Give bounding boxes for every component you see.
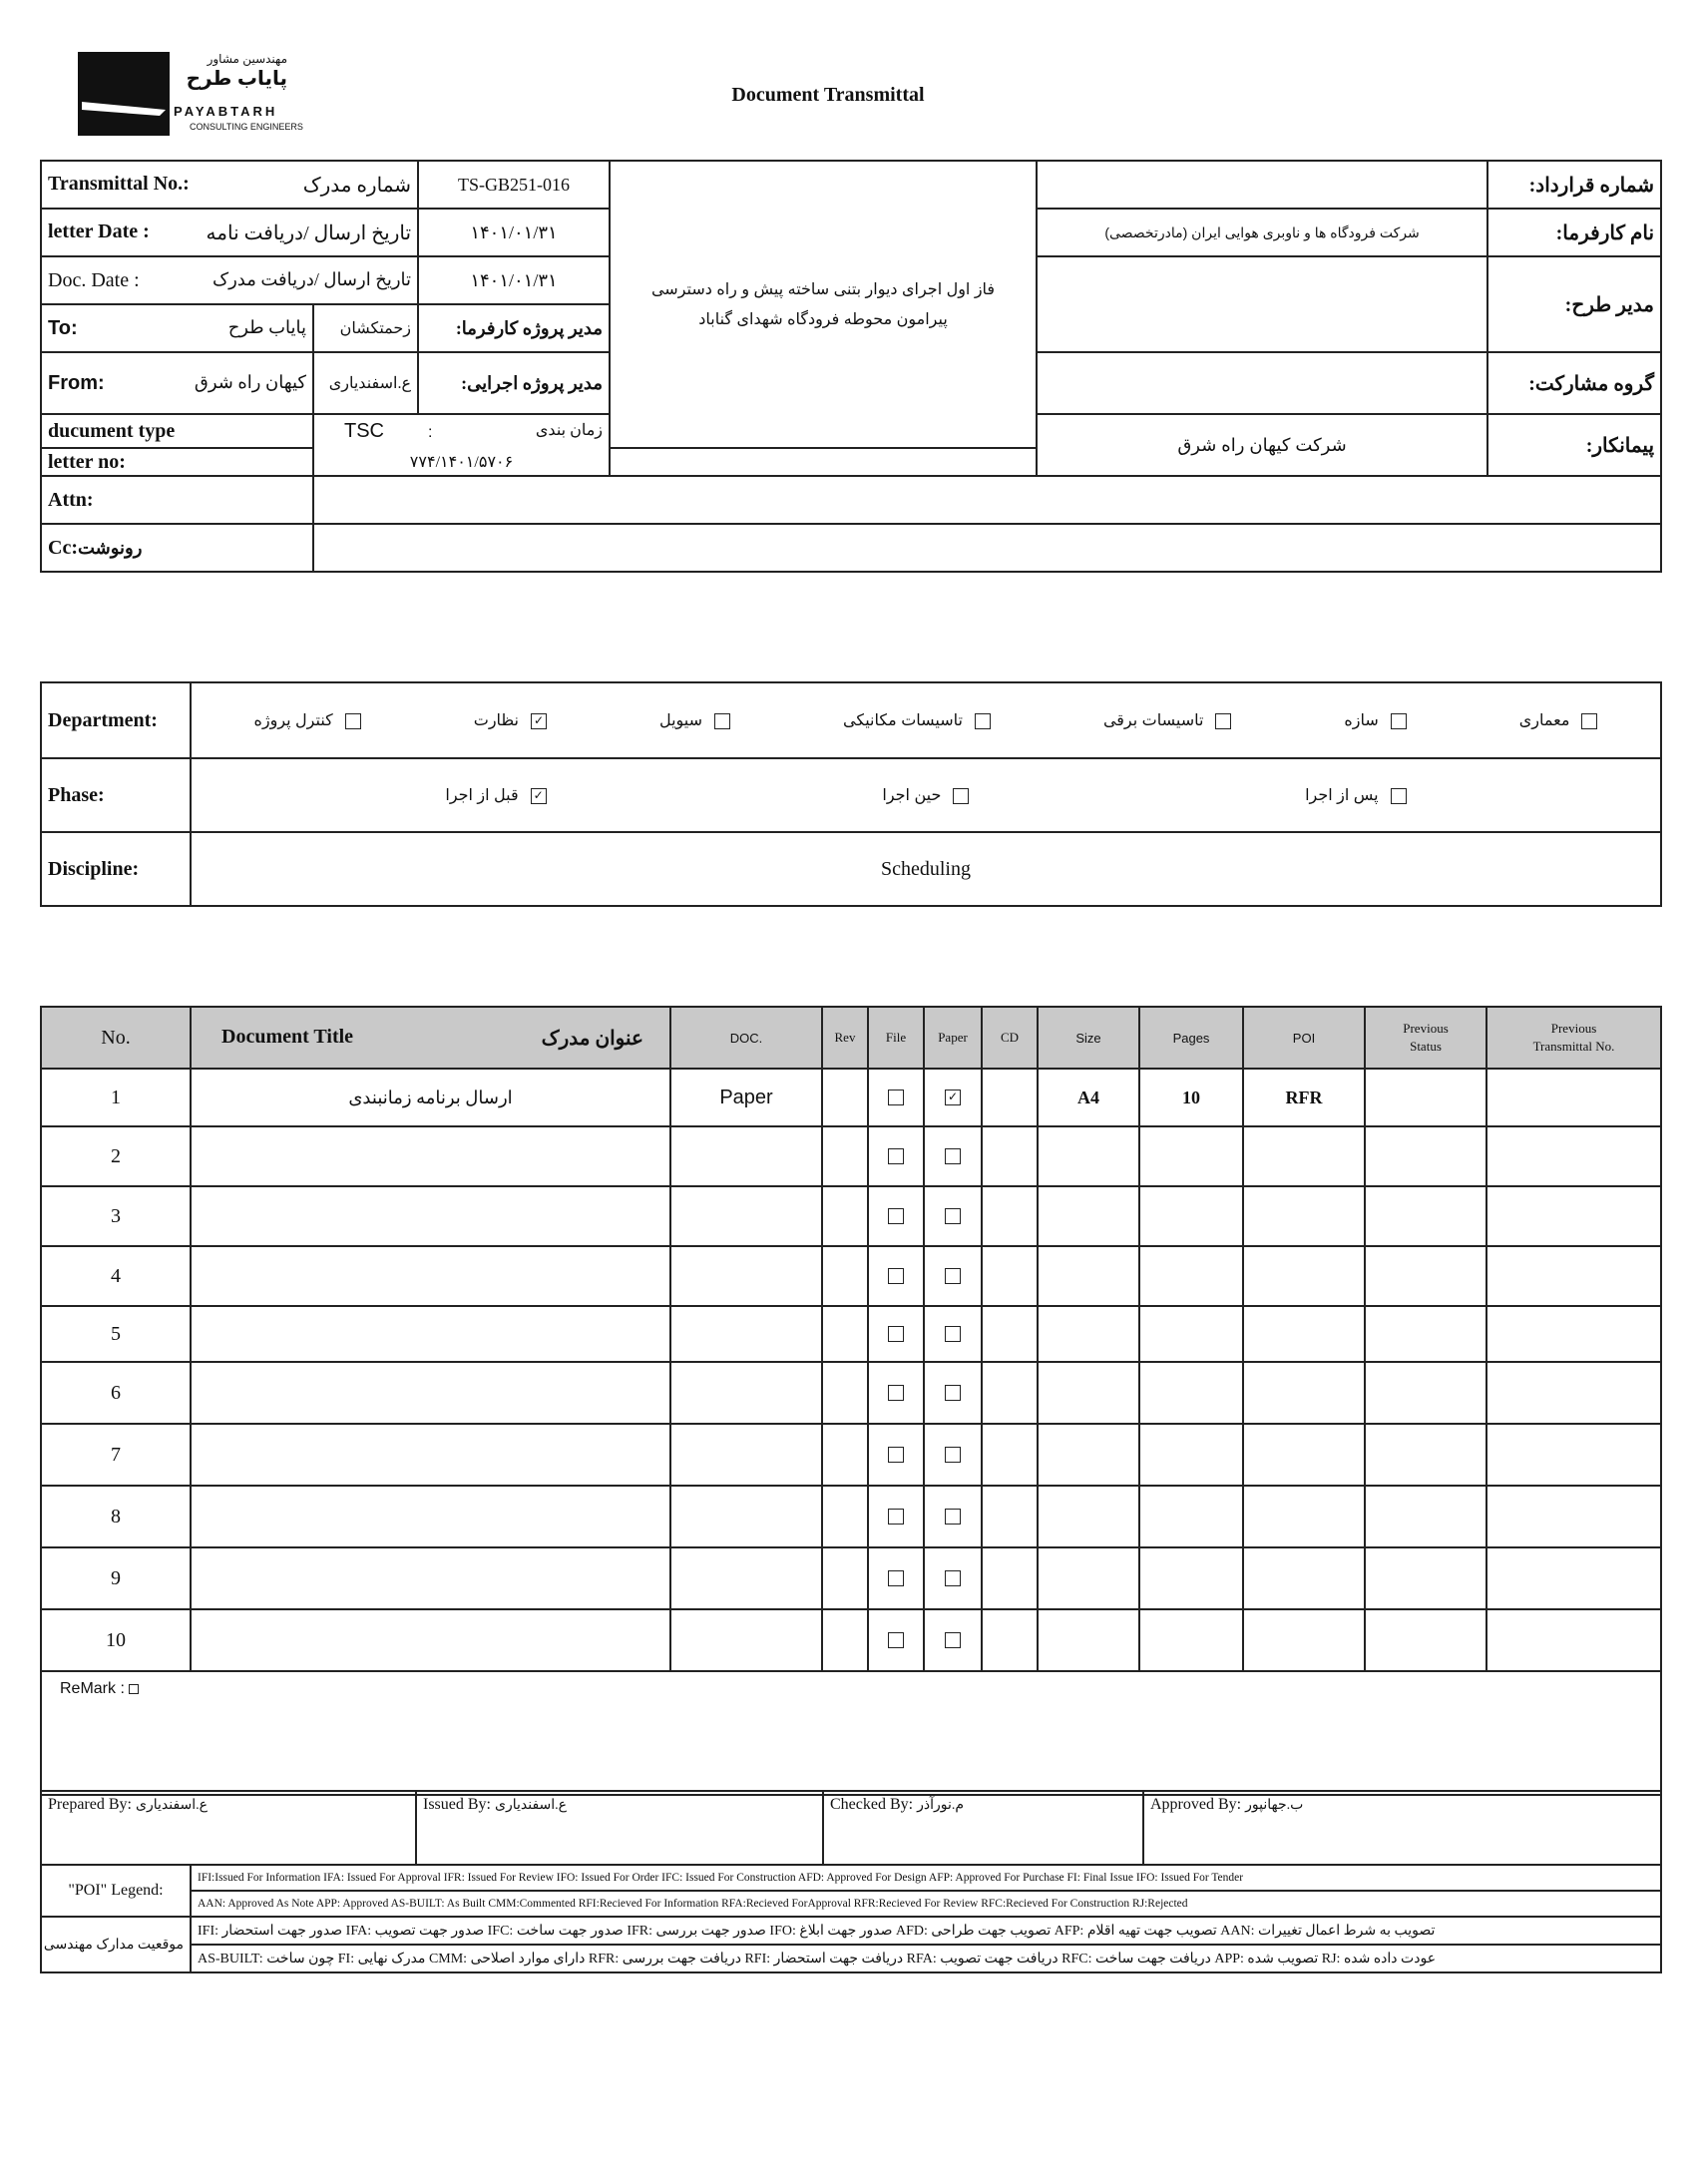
contractor-label: پیمانکار: xyxy=(1487,414,1661,476)
row-title xyxy=(191,1246,670,1306)
row-rev xyxy=(822,1306,868,1362)
row-file-checkbox[interactable] xyxy=(888,1148,904,1164)
row-prev-transmittal xyxy=(1486,1609,1661,1671)
row-file xyxy=(868,1069,924,1126)
row-file-checkbox[interactable] xyxy=(888,1268,904,1284)
row-paper xyxy=(924,1246,982,1306)
row-rev xyxy=(822,1186,868,1246)
department-checkbox[interactable] xyxy=(1581,713,1597,729)
row-pages xyxy=(1139,1547,1243,1609)
row-prev-status xyxy=(1365,1126,1486,1186)
row-file xyxy=(868,1362,924,1424)
row-size xyxy=(1038,1486,1139,1547)
row-size xyxy=(1038,1306,1139,1362)
row-doc xyxy=(670,1126,822,1186)
to-field: To: پایاب طرح xyxy=(41,304,313,352)
row-file-checkbox[interactable] xyxy=(888,1385,904,1401)
phase-checkbox[interactable]: ✓ xyxy=(531,788,547,804)
legend-fa-label: موقعیت مدارک مهندسی xyxy=(41,1917,191,1972)
row-file xyxy=(868,1126,924,1186)
transmittal-no-value: TS-GB251-016 xyxy=(418,161,610,209)
department-option[interactable] xyxy=(1103,710,1231,730)
row-pages xyxy=(1139,1362,1243,1424)
row-prev-status xyxy=(1365,1486,1486,1547)
row-paper xyxy=(924,1306,982,1362)
row-no: 2 xyxy=(41,1126,191,1186)
row-cd xyxy=(982,1069,1038,1126)
row-no: 3 xyxy=(41,1186,191,1246)
row-title: ارسال برنامه زمانبندی xyxy=(191,1069,670,1126)
row-file xyxy=(868,1424,924,1486)
contract-no-label: شماره قرارداد: xyxy=(1487,161,1661,209)
row-cd xyxy=(982,1246,1038,1306)
department-option[interactable] xyxy=(843,710,991,730)
row-no: 1 xyxy=(41,1069,191,1126)
row-pages xyxy=(1139,1246,1243,1306)
page-title: Document Transmittal xyxy=(731,84,925,106)
row-poi xyxy=(1243,1126,1365,1186)
col-doc: DOC. xyxy=(670,1007,822,1069)
designer-value xyxy=(1037,256,1487,352)
phase-checkbox[interactable] xyxy=(953,788,969,804)
legend-line-3: IFI: صدور جهت استحضار IFA: صدور جهت تصویب IFC: صدور جهت ساخت IFR: صدور جهت بررسی IFO: صدور جهت ابلاغ AFD: تصویب جهت طراحی AFP: تصویب جهت تهیه اقلام AAN: تصویب به شرط اعمال تغییرات xyxy=(191,1917,1661,1945)
employer-value: شرکت فرودگاه ها و ناوبری هوایی ایران (مادرتخصصی) xyxy=(1037,209,1487,256)
row-title xyxy=(191,1306,670,1362)
row-paper xyxy=(924,1186,982,1246)
classification-table xyxy=(40,681,1662,907)
project-title-bottom xyxy=(610,448,1037,476)
doc-date-value: ۱۴۰۱/۰۱/۳۱ xyxy=(418,256,610,304)
legend-line-4: AS-BUILT: چون ساخت FI: مدرک نهایی CMM: دارای موارد اصلاحی RFR: دریافت جهت بررسی RFI: دریافت جهت استحضار RFA: دریافت جهت تصویب RFC: دریافت جهت ساخت APP: تصویب شده RJ: عودت داده شده xyxy=(191,1945,1661,1972)
approved-by: Approved By: ب.جهانپور xyxy=(1143,1791,1661,1865)
attn-label: Attn: xyxy=(41,476,313,524)
row-prev-transmittal xyxy=(1486,1126,1661,1186)
cc-value xyxy=(313,524,1661,572)
logo-mark-icon xyxy=(78,52,170,136)
table-row xyxy=(41,1486,1661,1547)
row-paper xyxy=(924,1069,982,1126)
project-title: فاز اول اجرای دیوار بتنی ساخته پیش و راه دسترسی پیرامون محوطه فرودگاه شهدای گناباد xyxy=(610,161,1037,448)
discipline-label: Discipline: xyxy=(41,832,191,906)
row-prev-status xyxy=(1365,1547,1486,1609)
row-paper-checkbox[interactable] xyxy=(945,1447,961,1463)
row-size xyxy=(1038,1424,1139,1486)
row-rev xyxy=(822,1486,868,1547)
row-doc xyxy=(670,1486,822,1547)
row-title xyxy=(191,1424,670,1486)
row-cd xyxy=(982,1424,1038,1486)
from-role: مدیر پروژه اجرایی: xyxy=(418,352,610,414)
row-file xyxy=(868,1547,924,1609)
row-prev-transmittal xyxy=(1486,1424,1661,1486)
table-row xyxy=(41,1306,1661,1362)
department-option-label: تاسیسات برقی xyxy=(1102,712,1204,729)
poi-legend-label: "POI" Legend: xyxy=(41,1865,191,1917)
row-paper-checkbox[interactable] xyxy=(945,1148,961,1164)
phase-option[interactable] xyxy=(445,785,546,805)
col-size: Size xyxy=(1038,1007,1139,1069)
department-option-label: سیویل xyxy=(658,712,703,729)
table-row xyxy=(41,1186,1661,1246)
row-no: 5 xyxy=(41,1306,191,1362)
department-option-label: تاسیسات مکانیکی xyxy=(843,712,963,729)
row-no: 9 xyxy=(41,1547,191,1609)
row-title xyxy=(191,1486,670,1547)
row-poi xyxy=(1243,1609,1365,1671)
row-file-checkbox[interactable] xyxy=(888,1090,904,1105)
row-size xyxy=(1038,1609,1139,1671)
row-paper xyxy=(924,1547,982,1609)
designer-label: مدیر طرح: xyxy=(1487,256,1661,352)
row-title xyxy=(191,1362,670,1424)
row-title xyxy=(191,1609,670,1671)
row-cd xyxy=(982,1126,1038,1186)
phase-option[interactable] xyxy=(1305,785,1407,805)
row-prev-transmittal xyxy=(1486,1362,1661,1424)
row-paper xyxy=(924,1486,982,1547)
row-prev-status xyxy=(1365,1306,1486,1362)
discipline-value: Scheduling xyxy=(191,832,1661,906)
row-cd xyxy=(982,1362,1038,1424)
row-file-checkbox[interactable] xyxy=(888,1208,904,1224)
row-prev-transmittal xyxy=(1486,1069,1661,1126)
row-rev xyxy=(822,1246,868,1306)
row-paper-checkbox[interactable] xyxy=(945,1509,961,1525)
row-poi xyxy=(1243,1246,1365,1306)
row-prev-status xyxy=(1365,1424,1486,1486)
row-pages xyxy=(1139,1126,1243,1186)
row-doc xyxy=(670,1246,822,1306)
department-option-label: معماری xyxy=(1518,712,1570,729)
partner-label: گروه مشارکت: xyxy=(1487,352,1661,414)
legend-line-2: AAN: Approved As Note APP: Approved AS-BUILT: As Built CMM:Commented RFI:Recieved For Information RFA:Recieved ForApproval RFR:Recieved For Review RFC:Recieved For Construction RJ:Rejected xyxy=(191,1891,1661,1917)
row-size: A4 xyxy=(1038,1069,1139,1126)
row-poi xyxy=(1243,1547,1365,1609)
department-option-label: سازه xyxy=(1344,712,1379,729)
col-rev: Rev xyxy=(822,1007,868,1069)
partner-value xyxy=(1037,352,1487,414)
row-paper xyxy=(924,1609,982,1671)
cc-field: Cc:رونوشت xyxy=(41,524,313,572)
row-size xyxy=(1038,1362,1139,1424)
row-rev xyxy=(822,1547,868,1609)
employer-label: نام کارفرما: xyxy=(1487,209,1661,256)
row-prev-status xyxy=(1365,1362,1486,1424)
department-checkbox[interactable] xyxy=(1215,713,1231,729)
department-label: Department: xyxy=(41,682,191,758)
row-poi xyxy=(1243,1362,1365,1424)
row-rev xyxy=(822,1362,868,1424)
department-option[interactable] xyxy=(1519,710,1598,730)
col-no: No. xyxy=(41,1007,191,1069)
signature-table xyxy=(40,1790,1662,1866)
department-option[interactable] xyxy=(474,710,547,730)
letter-date-label: letter Date : تاریخ ارسال /دریافت نامه xyxy=(41,209,418,256)
row-poi xyxy=(1243,1424,1365,1486)
logo-en-name: PAYABTARH xyxy=(174,104,278,119)
row-no: 8 xyxy=(41,1486,191,1547)
company-logo xyxy=(78,52,307,140)
header-table xyxy=(40,160,1662,573)
phase-checkbox[interactable] xyxy=(1391,788,1407,804)
department-option-label: نظارت xyxy=(473,712,519,729)
prepared-by: Prepared By: ع.اسفندیاری xyxy=(41,1791,416,1865)
row-paper xyxy=(924,1424,982,1486)
department-checkbox[interactable]: ✓ xyxy=(531,713,547,729)
row-file xyxy=(868,1306,924,1362)
row-size xyxy=(1038,1186,1139,1246)
row-doc: Paper xyxy=(670,1069,822,1126)
row-paper-checkbox[interactable] xyxy=(945,1570,961,1586)
department-option[interactable] xyxy=(1344,710,1406,730)
row-size xyxy=(1038,1126,1139,1186)
from-field: From: کیهان راه شرق xyxy=(41,352,313,414)
department-option[interactable] xyxy=(253,710,360,730)
table-row xyxy=(41,1547,1661,1609)
col-paper: Paper xyxy=(924,1007,982,1069)
row-file xyxy=(868,1186,924,1246)
table-row xyxy=(41,1609,1661,1671)
row-no: 10 xyxy=(41,1609,191,1671)
contract-no-value xyxy=(1037,161,1487,209)
row-paper xyxy=(924,1362,982,1424)
row-cd xyxy=(982,1486,1038,1547)
transmittal-no-label: Transmittal No.: شماره مدرک xyxy=(41,161,418,209)
row-prev-transmittal xyxy=(1486,1547,1661,1609)
row-file-checkbox[interactable] xyxy=(888,1509,904,1525)
letter-date-value: ۱۴۰۱/۰۱/۳۱ xyxy=(418,209,610,256)
row-prev-status xyxy=(1365,1609,1486,1671)
row-no: 4 xyxy=(41,1246,191,1306)
row-rev xyxy=(822,1609,868,1671)
col-title: Document Title عنوان مدرک xyxy=(191,1007,670,1069)
doctype-value: TSC : زمان بندی xyxy=(313,414,610,448)
table-row xyxy=(41,1246,1661,1306)
row-title xyxy=(191,1126,670,1186)
row-file-checkbox[interactable] xyxy=(888,1570,904,1586)
col-file: File xyxy=(868,1007,924,1069)
row-cd xyxy=(982,1306,1038,1362)
row-poi xyxy=(1243,1306,1365,1362)
row-paper xyxy=(924,1126,982,1186)
row-size xyxy=(1038,1246,1139,1306)
logo-en-sub: CONSULTING ENGINEERS xyxy=(190,122,303,132)
attn-value xyxy=(313,476,1661,524)
phase-option-label: پس از اجرا xyxy=(1305,787,1379,804)
department-checkbox[interactable] xyxy=(1391,713,1407,729)
row-prev-transmittal xyxy=(1486,1486,1661,1547)
row-title xyxy=(191,1186,670,1246)
department-checkbox[interactable] xyxy=(714,713,730,729)
remark-box: ReMark : xyxy=(41,1671,1661,1795)
row-pages: 10 xyxy=(1139,1069,1243,1126)
col-pages: Pages xyxy=(1139,1007,1243,1069)
row-pages xyxy=(1139,1609,1243,1671)
row-doc xyxy=(670,1609,822,1671)
from-person: ع.اسفندیاری xyxy=(313,352,418,414)
col-poi: POI xyxy=(1243,1007,1365,1069)
row-poi: RFR xyxy=(1243,1069,1365,1126)
department-options xyxy=(191,682,1661,758)
row-doc xyxy=(670,1306,822,1362)
row-size xyxy=(1038,1547,1139,1609)
row-paper-checkbox[interactable] xyxy=(945,1385,961,1401)
row-prev-transmittal xyxy=(1486,1246,1661,1306)
row-paper-checkbox[interactable] xyxy=(945,1632,961,1648)
phase-options xyxy=(191,758,1661,832)
legend-line-1: IFI:Issued For Information IFA: Issued For Approval IFR: Issued For Review IFO: Issued For Order IFC: Issued For Construction AFD: Approved For Design AFP: Approved For Purchase FI: Final Issue IFO: Issued For Tender xyxy=(191,1865,1661,1891)
row-doc xyxy=(670,1547,822,1609)
row-prev-transmittal xyxy=(1486,1186,1661,1246)
row-rev xyxy=(822,1069,868,1126)
contractor-value: شرکت کیهان راه شرق xyxy=(1037,414,1487,476)
letterno-label: letter no: xyxy=(41,448,313,476)
row-paper-checkbox[interactable] xyxy=(945,1208,961,1224)
doctype-label: ducument type xyxy=(41,414,313,448)
row-doc xyxy=(670,1424,822,1486)
department-option[interactable] xyxy=(659,710,730,730)
row-prev-transmittal xyxy=(1486,1306,1661,1362)
col-prev-transmittal: Previous Transmittal No. xyxy=(1486,1007,1661,1069)
row-cd xyxy=(982,1609,1038,1671)
table-row xyxy=(41,1069,1661,1126)
row-pages xyxy=(1139,1306,1243,1362)
row-file xyxy=(868,1246,924,1306)
row-no: 7 xyxy=(41,1424,191,1486)
row-pages xyxy=(1139,1486,1243,1547)
table-row xyxy=(41,1424,1661,1486)
row-prev-status xyxy=(1365,1246,1486,1306)
checked-by: Checked By: م.نورآذر xyxy=(823,1791,1143,1865)
phase-label: Phase: xyxy=(41,758,191,832)
row-pages xyxy=(1139,1186,1243,1246)
logo-fa-name: پایاب طرح xyxy=(186,68,287,90)
row-doc xyxy=(670,1362,822,1424)
row-paper-checkbox[interactable]: ✓ xyxy=(945,1090,961,1105)
row-rev xyxy=(822,1126,868,1186)
phase-option[interactable] xyxy=(882,785,969,805)
table-row xyxy=(41,1126,1661,1186)
row-paper-checkbox[interactable] xyxy=(945,1326,961,1342)
legend-table xyxy=(40,1864,1662,1973)
row-title xyxy=(191,1547,670,1609)
doc-date-label: Doc. Date : تاریخ ارسال /دریافت مدرک xyxy=(41,256,418,304)
row-file-checkbox[interactable] xyxy=(888,1632,904,1648)
department-option-label: کنترل پروژه xyxy=(253,712,333,729)
logo-fa-small: مهندسین مشاور xyxy=(207,52,287,66)
row-file xyxy=(868,1609,924,1671)
row-file xyxy=(868,1486,924,1547)
row-prev-status xyxy=(1365,1069,1486,1126)
row-file-checkbox[interactable] xyxy=(888,1326,904,1342)
to-role: مدیر پروژه کارفرما: xyxy=(418,304,610,352)
phase-option-label: قبل از اجرا xyxy=(445,787,519,804)
issued-by: Issued By: ع.اسفندیاری xyxy=(416,1791,823,1865)
document-table xyxy=(40,1006,1662,1796)
row-pages xyxy=(1139,1424,1243,1486)
row-poi xyxy=(1243,1486,1365,1547)
department-checkbox[interactable] xyxy=(975,713,991,729)
col-cd: CD xyxy=(982,1007,1038,1069)
letterno-value: ۷۷۴/۱۴۰۱/۵۷۰۶ xyxy=(313,448,610,476)
row-poi xyxy=(1243,1186,1365,1246)
table-row xyxy=(41,1362,1661,1424)
row-rev xyxy=(822,1424,868,1486)
row-prev-status xyxy=(1365,1186,1486,1246)
department-checkbox[interactable] xyxy=(345,713,361,729)
to-person: زحمتکشان xyxy=(313,304,418,352)
row-doc xyxy=(670,1186,822,1246)
row-no: 6 xyxy=(41,1362,191,1424)
col-prev-status: Previous Status xyxy=(1365,1007,1486,1069)
row-paper-checkbox[interactable] xyxy=(945,1268,961,1284)
phase-option-label: حین اجرا xyxy=(882,787,942,804)
row-cd xyxy=(982,1186,1038,1246)
row-cd xyxy=(982,1547,1038,1609)
row-file-checkbox[interactable] xyxy=(888,1447,904,1463)
